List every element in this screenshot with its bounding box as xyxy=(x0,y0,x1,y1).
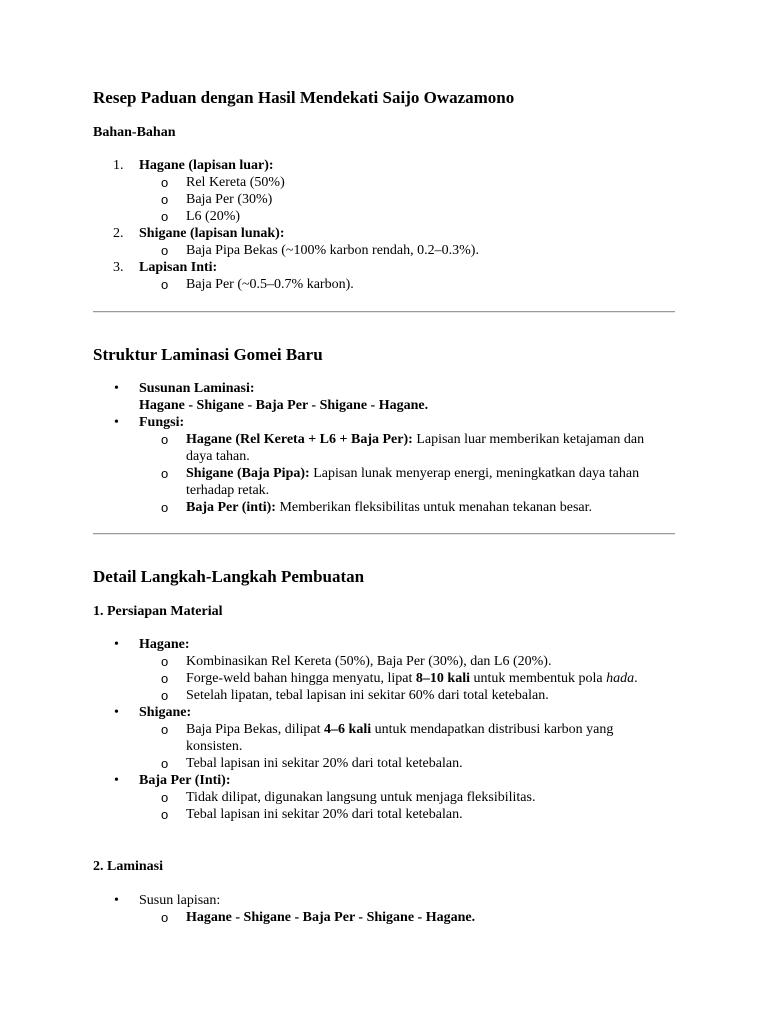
sub-item-text: Baja Per (~0.5–0.7% karbon). xyxy=(186,277,354,292)
item-label: Baja Per (Inti): xyxy=(139,773,231,788)
sub-item-emphasis: 4–6 kali xyxy=(324,722,372,737)
sub-bullet-icon: o xyxy=(161,175,169,190)
sub-item-text: Forge-weld bahan hingga menyatu, lipat xyxy=(186,671,416,686)
sub-list-item xyxy=(93,721,675,755)
sub-item-text: Rel Kereta (50%) xyxy=(186,175,285,190)
divider xyxy=(93,311,675,313)
sub-list-item xyxy=(93,909,675,926)
sub-bullet-icon: o xyxy=(161,432,169,447)
sub-bullet-icon: o xyxy=(161,209,169,224)
sub-item-text: Kombinasikan Rel Kereta (50%), Baja Per (30%), dan L6 (20%). xyxy=(186,654,552,669)
bahan-heading: Bahan-Bahan xyxy=(93,125,176,140)
sub-bullet-icon: o xyxy=(161,756,169,771)
sub-item-text: Tebal lapisan ini sekitar 20% dari total ketebalan. xyxy=(186,756,463,771)
sub-item-label: Baja Per (inti): xyxy=(186,500,276,515)
sub-list-item xyxy=(93,670,675,687)
list-number: 1. xyxy=(113,158,124,173)
sub-list-item xyxy=(93,653,675,670)
sub-item-text: Baja Pipa Bekas, dilipat xyxy=(186,722,325,737)
sub-list-item xyxy=(93,755,675,772)
struktur-list xyxy=(93,380,675,516)
detail-heading: Detail Langkah-Langkah Pembuatan xyxy=(93,567,365,586)
sub-bullet-icon: o xyxy=(161,654,169,669)
list-item xyxy=(93,225,675,242)
sub-item-text: Lapisan luar memberikan ketajaman dan daya tahan. xyxy=(186,432,645,464)
persiapan-list xyxy=(93,636,675,823)
sub-item-text: untuk mendapatkan distribusi karbon yang konsisten. xyxy=(186,722,614,754)
item-label: Hagane (lapisan luar): xyxy=(139,158,274,173)
sub-item-text: Setelah lipatan, tebal lapisan ini sekitar 60% dari total ketebalan. xyxy=(186,688,549,703)
sub-list-item xyxy=(93,465,675,499)
list-item xyxy=(93,259,675,276)
sub-bullet-icon: o xyxy=(161,277,169,292)
sub-list-item xyxy=(93,687,675,704)
item-label: Susunan Laminasi: xyxy=(139,381,255,396)
sub-bullet-icon: o xyxy=(161,722,169,737)
bullet-icon: • xyxy=(114,415,119,430)
laminasi-heading: 2. Laminasi xyxy=(93,859,164,874)
sub-list-item xyxy=(93,499,675,516)
sub-bullet-icon: o xyxy=(161,192,169,207)
item-text: Susun lapisan: xyxy=(139,893,221,908)
sub-bullet-icon: o xyxy=(161,910,169,925)
list-number: 2. xyxy=(113,226,124,241)
item-label: Lapisan Inti: xyxy=(139,260,218,275)
list-item xyxy=(93,380,675,414)
sub-item-label: Hagane - Shigane - Baja Per - Shigane - Hagane. xyxy=(186,910,476,925)
list-item xyxy=(93,157,675,174)
sub-item-text: Memberikan fleksibilitas untuk menahan tekanan besar. xyxy=(275,500,593,515)
struktur-heading: Struktur Laminasi Gomei Baru xyxy=(93,345,323,364)
sub-bullet-icon: o xyxy=(161,466,169,481)
list-item xyxy=(93,892,675,909)
list-item xyxy=(93,414,675,431)
persiapan-heading: 1. Persiapan Material xyxy=(93,604,223,619)
sub-list-item xyxy=(93,208,675,225)
item-value: Hagane - Shigane - Baja Per - Shigane - Hagane. xyxy=(139,398,429,413)
sub-list-item xyxy=(93,789,675,806)
document-title: Resep Paduan dengan Hasil Mendekati Saijo Owazamono xyxy=(93,88,515,107)
sub-bullet-icon: o xyxy=(161,243,169,258)
bullet-icon: • xyxy=(114,705,119,720)
item-label: Shigane: xyxy=(139,705,192,720)
item-label: Fungsi: xyxy=(139,415,185,430)
sub-list-item xyxy=(93,276,675,293)
bullet-icon: • xyxy=(114,637,119,652)
sub-item-text: Lapisan lunak menyerap energi, meningkatkan daya tahan terhadap retak. xyxy=(186,466,640,498)
sub-item-text: Baja Pipa Bekas (~100% karbon rendah, 0.2–0.3%). xyxy=(186,243,479,258)
sub-item-italic: hada xyxy=(606,671,635,686)
sub-list-item xyxy=(93,191,675,208)
sub-item-text: . xyxy=(634,671,638,686)
sub-item-text: Tidak dilipat, digunakan langsung untuk menjaga fleksibilitas. xyxy=(186,790,536,805)
sub-item-text: untuk membentuk pola xyxy=(469,671,607,686)
sub-list-item xyxy=(93,806,675,823)
laminasi-list xyxy=(93,892,675,926)
sub-item-emphasis: 8–10 kali xyxy=(415,671,470,686)
sub-bullet-icon: o xyxy=(161,688,169,703)
sub-list-item xyxy=(93,242,675,259)
item-label: Hagane: xyxy=(139,637,190,652)
divider xyxy=(93,533,675,535)
sub-list-item xyxy=(93,431,675,465)
list-item xyxy=(93,704,675,721)
sub-bullet-icon: o xyxy=(161,671,169,686)
sub-bullet-icon: o xyxy=(161,790,169,805)
list-item xyxy=(93,772,675,789)
sub-item-label: Shigane (Baja Pipa): xyxy=(186,466,310,481)
list-number: 3. xyxy=(113,260,124,275)
sub-list-item xyxy=(93,174,675,191)
sub-bullet-icon: o xyxy=(161,500,169,515)
list-item xyxy=(93,636,675,653)
bullet-icon: • xyxy=(114,893,119,908)
sub-item-text: L6 (20%) xyxy=(186,209,241,224)
bahan-list xyxy=(93,157,675,293)
sub-item-text: Tebal lapisan ini sekitar 20% dari total ketebalan. xyxy=(186,807,463,822)
sub-item-text: Baja Per (30%) xyxy=(186,192,273,207)
item-label: Shigane (lapisan lunak): xyxy=(139,226,285,241)
bullet-icon: • xyxy=(114,773,119,788)
bullet-icon: • xyxy=(114,381,119,396)
sub-item-label: Hagane (Rel Kereta + L6 + Baja Per): xyxy=(186,432,413,447)
sub-bullet-icon: o xyxy=(161,807,169,822)
